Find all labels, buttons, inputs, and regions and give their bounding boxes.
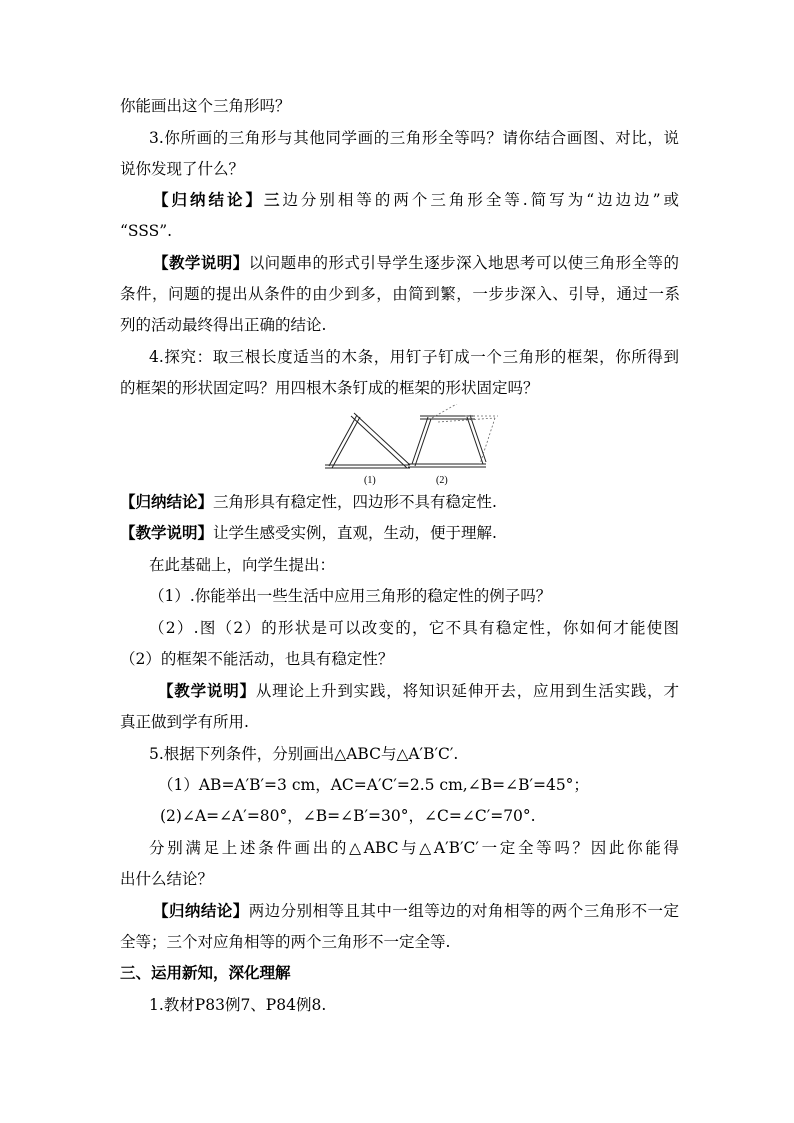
question-3-line-2: 说你发现了什么？ — [120, 160, 245, 178]
follow-up-question-1: （1）.你能举出一些生活中应用三角形的稳定性的例子吗？ — [149, 587, 552, 605]
quadrilateral-frame — [408, 415, 486, 467]
summary-3-line-1 — [153, 900, 679, 922]
figure-caption-1: (1) — [364, 475, 376, 486]
summary-3-line-2: 全等；三个对应角相等的两个三角形不一定全等. — [120, 933, 451, 951]
figure-caption-2: (2) — [436, 475, 448, 486]
frames-figure-svg — [320, 404, 520, 486]
teaching-note-3-line-1 — [158, 680, 679, 702]
triangle-frame — [325, 413, 410, 468]
summary-tag-3: 【归纳结论】 — [153, 901, 249, 920]
question-5-line: 5.根据下列条件，分别画出△ABC与△A′B′C′. — [149, 745, 459, 763]
summary-sss-line-1 — [153, 189, 679, 211]
textbook-examples-line: 1.教材P83例7、P84例8. — [149, 996, 327, 1014]
summary-stability-line — [120, 491, 680, 513]
summary-stability-text: 三角形具有稳定性，四边形不具有稳定性. — [213, 493, 497, 511]
teaching-note-3-line-2: 真正做到学有所用. — [120, 713, 249, 731]
teaching-note-1-text: 以问题串的形式引导学生逐步深入地思考可以使三角形全等的 — [248, 254, 679, 272]
teaching-note-1-line-2: 条件，问题的提出从条件的由少到多，由简到繁，一步步深入、引导，通过一系 — [120, 285, 680, 303]
follow-up-question-2-line-2: （2）的框架不能活动，也具有稳定性？ — [120, 650, 394, 668]
follow-up-intro: 在此基础上，向学生提出： — [149, 556, 336, 574]
section-heading-3: 三、运用新知，深化理解 — [120, 964, 291, 982]
summary-3-text: 两边分别相等且其中一组等边的对角相等的两个三角形不一定 — [248, 902, 679, 920]
question-3-line-1: 3.你所画的三角形与其他同学画的三角形全等吗？请你结合画图、对比，说 — [149, 129, 679, 147]
teaching-tag-2: 【教学说明】 — [120, 523, 214, 542]
question-4-line-1: 4.探究：取三根长度适当的木条，用钉子钉成一个三角形的框架，你所得到 — [149, 348, 679, 366]
teaching-note-2-line — [120, 522, 680, 544]
teaching-note-1-line-3: 列的活动最终得出正确的结论. — [120, 316, 327, 334]
quadrilateral-deformed-dashed — [432, 404, 498, 464]
summary-tag: 【归纳结论】三 — [153, 190, 283, 209]
text-line-1: 你能画出这个三角形吗？ — [120, 97, 291, 115]
teaching-note-2-text: 让学生感受实例，直观，生动，便于理解. — [213, 524, 497, 542]
teaching-note-1-line-1 — [153, 252, 679, 274]
summary-sss-text: 边分别相等的两个三角形全等.简写为“边边边”或 — [282, 191, 679, 209]
question-4-line-2: 的框架的形状固定吗？用四根木条钉成的框架的形状固定吗？ — [120, 379, 539, 397]
question-5-ask-line-2: 出什么结论？ — [120, 870, 214, 888]
question-5-condition-1: （1）AB=A′B′=3 cm，AC=A′C′=2.5 cm,∠B=∠B′=45°； — [158, 776, 589, 794]
summary-tag-2: 【归纳结论】 — [120, 492, 214, 511]
teaching-note-3-text: 从理论上升到实践，将知识延伸开去，应用到生活实践，才 — [255, 682, 679, 700]
frames-figure — [320, 404, 520, 486]
summary-sss-line-2: “SSS”. — [120, 222, 173, 240]
follow-up-question-2-line-1: （2）.图（2）的形状是可以改变的，它不具有稳定性，你如何才能使图 — [149, 619, 679, 637]
teaching-tag-3: 【教学说明】 — [158, 681, 256, 700]
teaching-tag: 【教学说明】 — [153, 253, 249, 272]
question-5-ask-line-1: 分别满足上述条件画出的△ABC与△A′B′C′一定全等吗？因此你能得 — [149, 839, 679, 857]
question-5-condition-2: (2)∠A=∠A′=80°，∠B=∠B′=30°，∠C=∠C′=70°. — [160, 807, 536, 825]
